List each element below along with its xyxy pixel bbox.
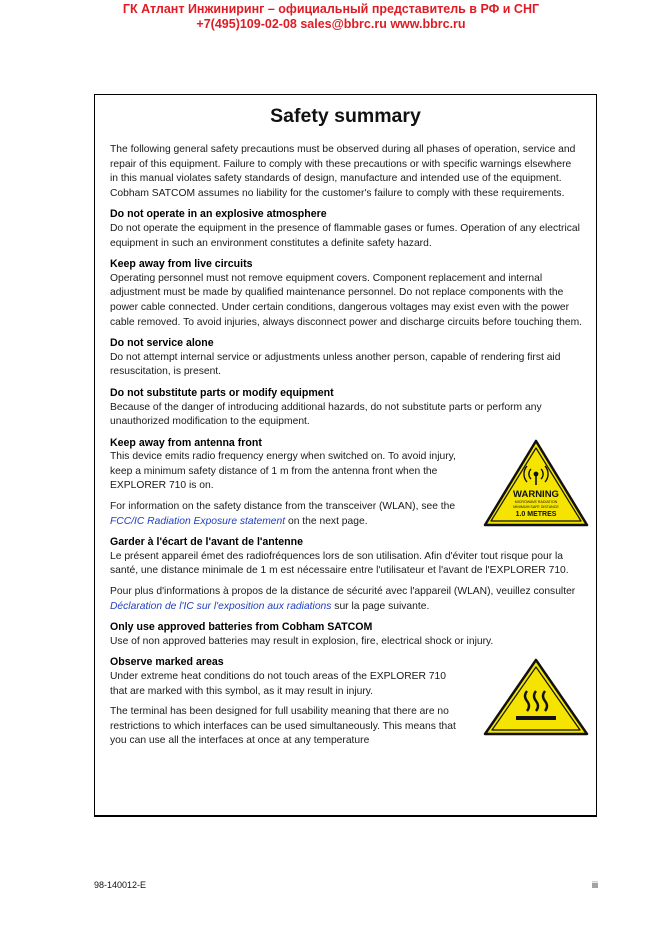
hot-surface-warning-icon xyxy=(482,657,590,737)
section-info: Pour plus d'informations à propos de la distance de sécurité avec l'appareil (WLAN), veuillez consulter Déclaration de l'IC sur l'exposition aux radiations sur la page suivante. xyxy=(110,586,576,612)
section-text: Do not attempt internal service or adjustments unless another person, capable of rendering first aid resuscitation, is present. xyxy=(110,351,561,378)
section-heading: Observe marked areas xyxy=(110,656,224,669)
footer-doc-number: 98-140012-E xyxy=(94,880,147,890)
intro-paragraph: The following general safety precautions must be observed during all phases of operation, service and repair of this equipment. Failure to comply with these precautions or with specific warnings elsewhere in this manual violates safety standards of design, manufacture and intended use of the equipment. Cobham SATCOM assumes no liability for the customer's failure to comply with these requirements. xyxy=(110,144,576,199)
section-live-circuits xyxy=(110,257,582,330)
page-title: Safety summary xyxy=(270,105,421,127)
banner-line-2: +7(495)109-02-08 sales@bbrc.ru www.bbrc.ru xyxy=(196,17,466,31)
section-text: This device emits radio frequency energy when switched on. To avoid injury, keep a minimum safety distance of 1 m from the antenna front when the EXPLORER 710 is on. xyxy=(110,451,456,492)
banner-line-1: ГК Атлант Инжиниринг – официальный представитель в РФ и СНГ xyxy=(122,2,540,16)
section-batteries xyxy=(110,620,582,649)
safety-summary-box xyxy=(94,94,597,817)
rf-radiation-warning-icon xyxy=(482,438,590,528)
section-antenna xyxy=(110,436,582,530)
section-heading: Do not service alone xyxy=(110,337,214,350)
section-service-alone xyxy=(110,336,582,380)
section-antenna-fr xyxy=(110,535,582,614)
section-text: Le présent appareil émet des radiofréquences lors de son utilisation. Afin d'éviter tout risque pour la santé, une distance minimale de 1 m est nécessaire entre l'utilisateur et l'avant de l'EXPLORER 710. xyxy=(110,550,569,577)
section-heading: Keep away from live circuits xyxy=(110,258,253,271)
section-text: Because of the danger of introducing additional hazards, do not substitute parts or perform any unauthorized modification to the equipment. xyxy=(110,401,542,428)
section-text: Under extreme heat conditions do not touch areas of the EXPLORER 710 that are marked with this symbol, as it may result in injury. xyxy=(110,671,446,697)
safety-content xyxy=(110,143,582,755)
section-heading: Do not substitute parts or modify equipment xyxy=(110,386,334,399)
section-explosive xyxy=(110,207,582,251)
section-substitute xyxy=(110,386,582,430)
section-heading: Keep away from antenna front xyxy=(110,436,262,449)
header-banner xyxy=(0,2,662,32)
section-marked-areas xyxy=(110,655,582,749)
section-text: Do not operate the equipment in the presence of flammable gases or fumes. Operation of any electrical equipment in such an environment constitutes a definite safety hazard. xyxy=(110,222,580,249)
section-info: For information on the safety distance from the transceiver (WLAN), see the FCC/IC Radiation Exposure statement on the next page. xyxy=(110,501,456,527)
sign-distance: 1.0 METRES xyxy=(515,510,557,518)
footer-page-number: iii xyxy=(592,880,598,890)
section-heading: Garder à l'écart de l'avant de l'antenne xyxy=(110,536,304,549)
sign-subtext-1: MICROWAVE RADIATION xyxy=(514,499,558,504)
section-heading: Only use approved batteries from Cobham SATCOM xyxy=(110,621,373,634)
sign-warning-text: WARNING xyxy=(513,488,559,500)
section-text-2: The terminal has been designed for full usability meaning that there are no restrictions to which interfaces can be used simultaneously. This means that you can use all the interfaces at once at any temperature xyxy=(110,706,456,747)
sign-subtext-2: MINIMUM SAFE DISTANCE xyxy=(513,504,559,509)
fcc-ic-statement-link[interactable]: FCC/IC Radiation Exposure statement xyxy=(110,515,286,527)
section-text: Operating personnel must not remove equipment covers. Component replacement and internal adjustment must be made by qualified maintenance personnel. Do not replace components with the power cable connected. Under certain conditions, dangerous voltages may exist even with the power cable removed. To avoid injuries, always disconnect power and discharge circuits before touching them. xyxy=(110,272,583,328)
ic-declaration-link[interactable]: Déclaration de l'IC sur l'exposition aux radiations xyxy=(110,600,332,612)
section-heading: Do not operate in an explosive atmosphere xyxy=(110,208,327,221)
section-text: Use of non approved batteries may result in explosion, fire, electrical shock or injury. xyxy=(110,635,494,647)
